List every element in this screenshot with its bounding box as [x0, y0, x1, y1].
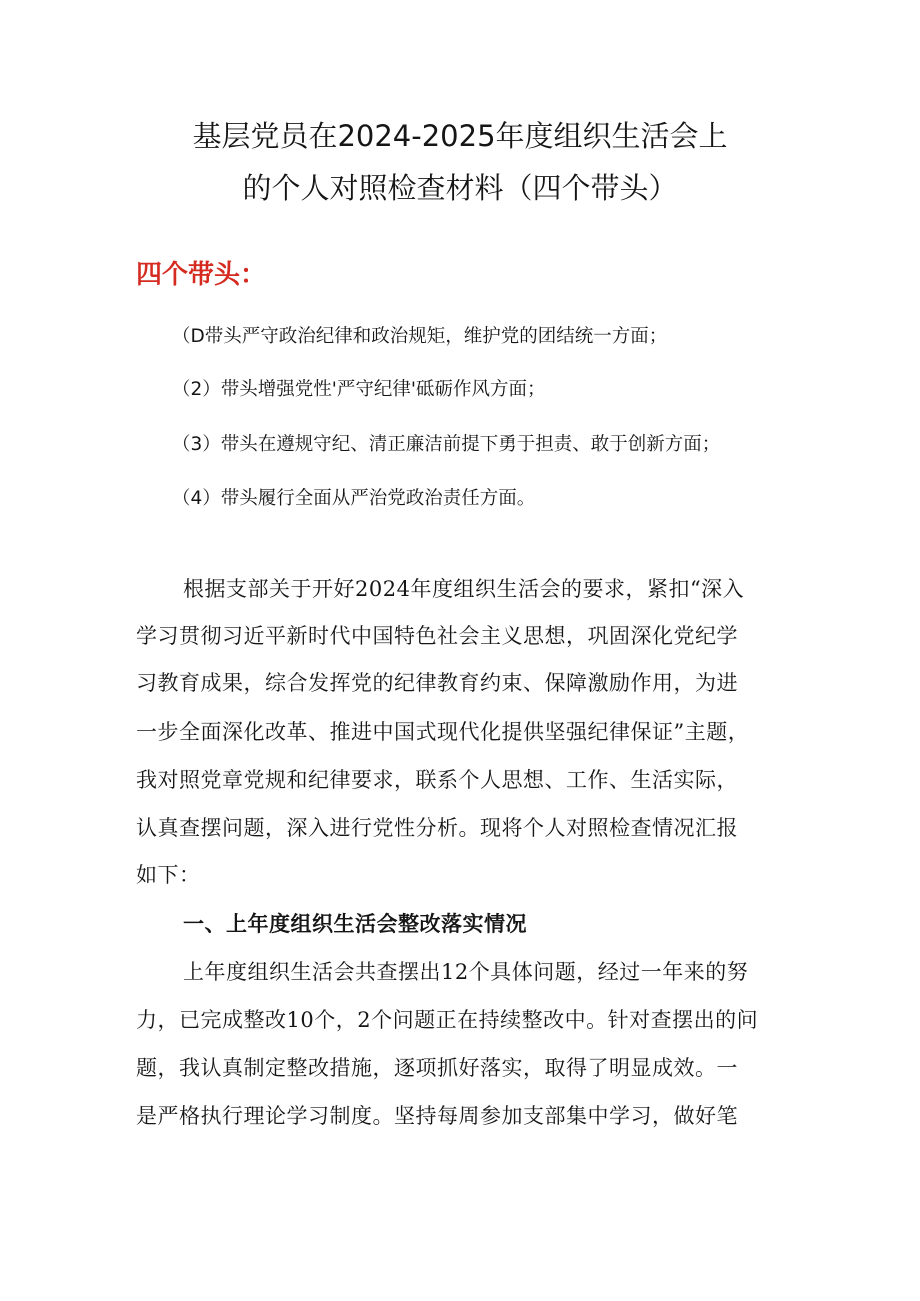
document-title-line-1: 基层党员在2024-2025年度组织生活会上: [192, 119, 728, 153]
intro-line: 学习贯彻习近平新时代中国特色社会主义思想，巩固深化党纪学: [136, 624, 738, 648]
subheading-rectification-status: 一、上年度组织生活会整改落实情况: [183, 912, 527, 936]
intro-line: 我对照党章党规和纪律要求，联系个人思想、工作、生活实际，: [136, 768, 738, 792]
intro-line: 习教育成果，综合发挥党的纪律教育约束、保障激励作用，为进: [136, 671, 738, 695]
document-title-line-2: 的个人对照检查材料（四个带头）: [242, 171, 678, 205]
section1-line: 上年度组织生活会共查摆出12个具体问题，经过一年来的努: [183, 960, 749, 984]
lead-item-4: （4）带头履行全面从严治党政治责任方面。: [172, 488, 536, 509]
lead-item-2: （2）带头增强党性'严守纪律'砥砺作风方面；: [172, 379, 546, 400]
section1-line: 题，我认真制定整改措施，逐项抓好落实，取得了明显成效。一: [136, 1056, 738, 1080]
intro-line: 一步全面深化改革、推进中国式现代化提供坚强纪律保证”主题，: [136, 720, 750, 744]
section1-line: 是严格执行理论学习制度。坚持每周参加支部集中学习，做好笔: [136, 1104, 738, 1128]
lead-item-3: （3）带头在遵规守纪、清正廉洁前提下勇于担责、敢于创新方面；: [172, 434, 721, 455]
section-heading-four-leads: 四个带头：: [136, 260, 267, 290]
section1-line: 力，已完成整改10个，2个问题正在持续整改中。针对查摆出的问: [136, 1008, 759, 1032]
intro-line: 如下：: [136, 863, 201, 887]
lead-item-1: （D带头严守政治纪律和政治规矩，维护党的团结统一方面；: [172, 326, 668, 347]
intro-line: 根据支部关于开好2024年度组织生活会的要求，紧扣“深入: [183, 577, 745, 601]
document-title: [0, 110, 920, 214]
intro-line: 认真查摆问题，深入进行党性分析。现将个人对照检查情况汇报: [136, 816, 738, 840]
